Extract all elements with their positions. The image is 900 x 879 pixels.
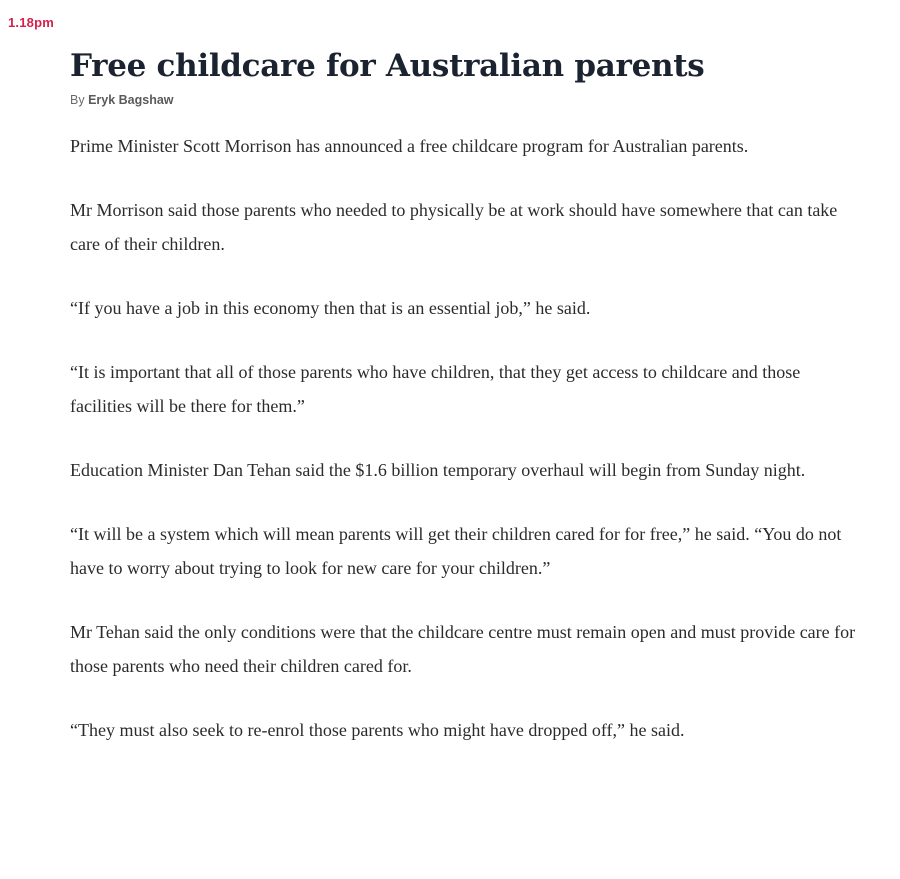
article — [70, 48, 860, 777]
article-paragraph: “If you have a job in this economy then that is an essential job,” he said. — [70, 298, 591, 319]
article-paragraph: Mr Morrison said those parents who needed to physically be at work should have somewhere that can take care of their children. — [70, 200, 838, 255]
article-paragraph: Prime Minister Scott Morrison has announced a free childcare program for Australian parents. — [70, 136, 749, 157]
byline-prefix: By — [70, 93, 89, 108]
byline-author[interactable]: Eryk Bagshaw — [88, 93, 174, 108]
article-paragraph: “It will be a system which will mean parents will get their children cared for for free,” he said. “You do not have to worry about trying to look for new care for your children.” — [70, 524, 842, 579]
article-paragraph: Education Minister Dan Tehan said the $1.6 billion temporary overhaul will begin from Sunday night. — [70, 460, 806, 481]
article-paragraph: “It is important that all of those parents who have children, that they get access to childcare and those facilities will be there for them.” — [70, 362, 801, 417]
article-paragraph: Mr Tehan said the only conditions were that the childcare centre must remain open and must provide care for those parents who need their children cared for. — [70, 622, 856, 677]
article-paragraph: “They must also seek to re-enrol those parents who might have dropped off,” he said. — [70, 720, 685, 741]
article-headline: Free childcare for Australian parents — [70, 48, 705, 84]
article-body — [70, 129, 860, 747]
post-timestamp: 1.18pm — [8, 15, 55, 30]
byline — [70, 93, 860, 107]
